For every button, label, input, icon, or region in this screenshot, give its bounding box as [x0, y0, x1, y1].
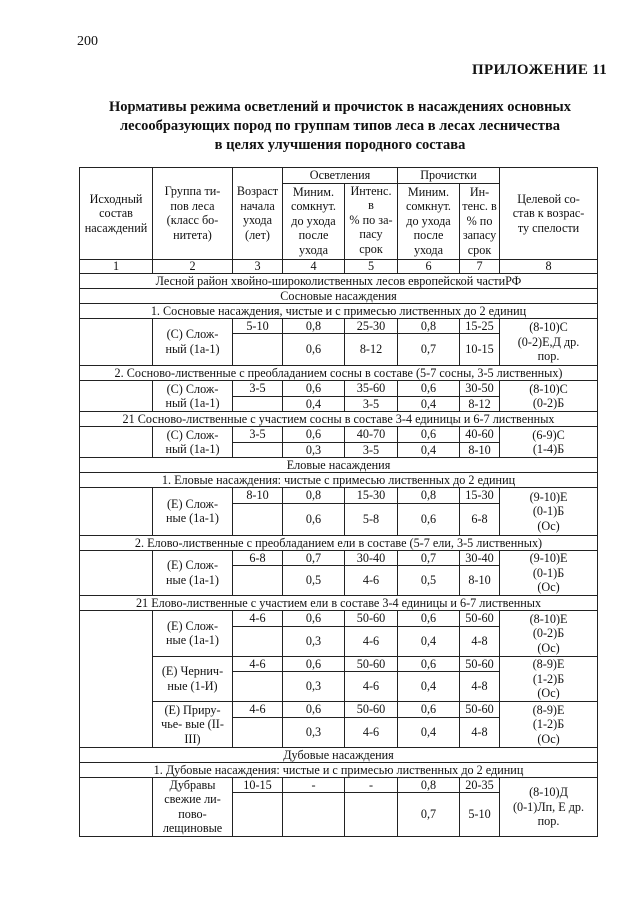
table-row: 0,3 3-5 0,4 8-10: [80, 442, 598, 458]
document-title: [80, 98, 600, 155]
table-row: (С) Слож- ный (1а-1) 3-5 0,6 40-70 0,6 40-60 (6-9)С (1-4)Б: [80, 427, 598, 443]
table-row: (Е) Слож- ные (1а-1) 4-6 0,6 50-60 0,6 50-60 (8-10)Е (0-2)Б (Ос): [80, 611, 598, 627]
target-composition-cell: (9-10)Е (0-1)Б (Ос): [500, 550, 598, 596]
table-row: (С) Слож- ный (1а-1) 5-10 0,8 25-30 0,8 15-25 (8-10)С (0-2)Е,Д др. пор.: [80, 318, 598, 334]
header-start-age: Возраст начала ухода (лет): [233, 168, 283, 260]
forest-type-cell: (С) Слож- ный (1а-1): [153, 427, 233, 458]
table-row: 0,3 4-6 0,4 4-8: [80, 672, 598, 702]
header-initial-composition: Исходный состав насаждений: [80, 168, 153, 260]
forest-type-cell: Дубравы свежие ли- пово- лещиновые: [153, 777, 233, 837]
table-row: 0,7 5-10: [80, 793, 598, 837]
table-row: 0,3 4-6 0,4 4-8: [80, 626, 598, 656]
forest-type-cell: (Е) Слож- ные (1а-1): [153, 488, 233, 536]
forest-type-cell: (Е) Приру- чье- вые (II- III): [153, 702, 233, 748]
header-target-composition: Целевой со- став к возрас- ту спелости: [500, 168, 598, 260]
target-composition-cell: (9-10)Е (0-1)Б (Ос): [500, 488, 598, 536]
header-min-density: Миним. сомкнут. до ухода после ухода: [283, 183, 345, 259]
table-row: 0,6 5-8 0,6 6-8: [80, 503, 598, 535]
age-cell: 5-10: [233, 318, 283, 334]
subsection-heading: 1. Еловые насаждения: чистые с примесью лиственных до 2 единиц: [80, 473, 598, 488]
header-osvetleniya: Осветления: [283, 168, 398, 184]
subsection-heading: 2. Сосново-лиственные с преобладанием сосны в составе (5-7 сосны, 3-5 лиственных): [80, 366, 598, 381]
section-heading-pine: Сосновые насаждения: [80, 288, 598, 303]
subsection-heading: 21 Сосново-лиственные с участием сосны в составе 3-4 единицы и 6-7 лиственных: [80, 412, 598, 427]
subsection-heading: 1. Сосновые насаждения, чистые и с примесью лиственных до 2 единиц: [80, 303, 598, 318]
appendix-label: ПРИЛОЖЕНИЕ 11: [472, 62, 607, 78]
norms-table: [79, 167, 598, 837]
section-heading-oak: Дубовые насаждения: [80, 747, 598, 762]
forest-type-cell: (Е) Слож- ные (1а-1): [153, 611, 233, 657]
table-row: (Е) Приру- чье- вые (II- III) 4-6 0,6 50-60 0,6 50-60 (8-9)Е (1-2)Б (Ос): [80, 702, 598, 718]
column-number-row: 1 2 3 4 5 6 7 8: [80, 259, 598, 273]
table-row: 0,5 4-6 0,5 8-10: [80, 566, 598, 596]
target-composition-cell: (8-10)Д (0-1)Лп, Е др. пор.: [500, 777, 598, 837]
target-composition-cell: (8-10)С (0-2)Е,Д др. пор.: [500, 318, 598, 366]
forest-type-cell: (Е) Чернич- ные (1-И): [153, 656, 233, 702]
table-row: (Е) Чернич- ные (1-И) 4-6 0,6 50-60 0,6 50-60 (8-9)Е (1-2)Б (Ос): [80, 656, 598, 672]
subsection-heading: 1. Дубовые насаждения: чистые и с примесью лиственных до 2 единиц: [80, 762, 598, 777]
subsection-heading: 21 Елово-лиственные с участием ели в составе 3-4 единицы и 6-7 лиственных: [80, 596, 598, 611]
section-heading-spruce: Еловые насаждения: [80, 458, 598, 473]
table-row: (Е) Слож- ные (1а-1) 6-8 0,7 30-40 0,7 30-40 (9-10)Е (0-1)Б (Ос): [80, 550, 598, 566]
table-row: (С) Слож- ный (1а-1) 3-5 0,6 35-60 0,6 30-50 (8-10)С (0-2)Б: [80, 381, 598, 397]
target-composition-cell: (8-10)Е (0-2)Б (Ос): [500, 611, 598, 657]
header-forest-type-group: Группа ти- пов леса (класс бо- нитета): [153, 168, 233, 260]
table-row: 0,6 8-12 0,7 10-15: [80, 334, 598, 366]
target-composition-cell: (8-9)Е (1-2)Б (Ос): [500, 702, 598, 748]
page-number: 200: [77, 34, 98, 49]
forest-type-cell: (С) Слож- ный (1а-1): [153, 318, 233, 366]
table-row: 0,3 4-6 0,4 4-8: [80, 717, 598, 747]
forest-type-cell: (С) Слож- ный (1а-1): [153, 381, 233, 412]
title-line: Нормативы режима осветлений и прочисток в насаждениях основных: [109, 99, 571, 115]
header-prochistki: Прочистки: [398, 168, 500, 184]
table-row: 0,4 3-5 0,4 8-12: [80, 396, 598, 412]
header-min-density-prochistki: Миним. сомкнут. до ухода после ухода: [398, 183, 460, 259]
title-line: лесообразующих пород по группам типов леса в лесах лесничества: [119, 118, 561, 134]
table-row: (Е) Слож- ные (1а-1) 8-10 0,8 15-30 0,8 15-30 (9-10)Е (0-1)Б (Ос): [80, 488, 598, 504]
subsection-heading: 2. Елово-лиственные с преобладанием ели в составе (5-7 ели, 3-5 лиственных): [80, 535, 598, 550]
forest-type-cell: (Е) Слож- ные (1а-1): [153, 550, 233, 596]
region-heading: Лесной район хвойно-широколиственных лесов европейской частиРФ: [80, 273, 598, 288]
target-composition-cell: (8-9)Е (1-2)Б (Ос): [500, 656, 598, 702]
table-row: Дубравы свежие ли- пово- лещиновые 10-15 - - 0,8 20-35 (8-10)Д (0-1)Лп, Е др. пор.: [80, 777, 598, 793]
target-composition-cell: (6-9)С (1-4)Б: [500, 427, 598, 458]
title-line: в целях улучшения породного состава: [214, 137, 466, 153]
header-intensity-osvetleniya: Интенс. в % по за- пасу срок: [345, 183, 398, 259]
target-composition-cell: (8-10)С (0-2)Б: [500, 381, 598, 412]
header-intensity-prochistki: Ин- тенс. в % по запасу срок: [460, 183, 500, 259]
